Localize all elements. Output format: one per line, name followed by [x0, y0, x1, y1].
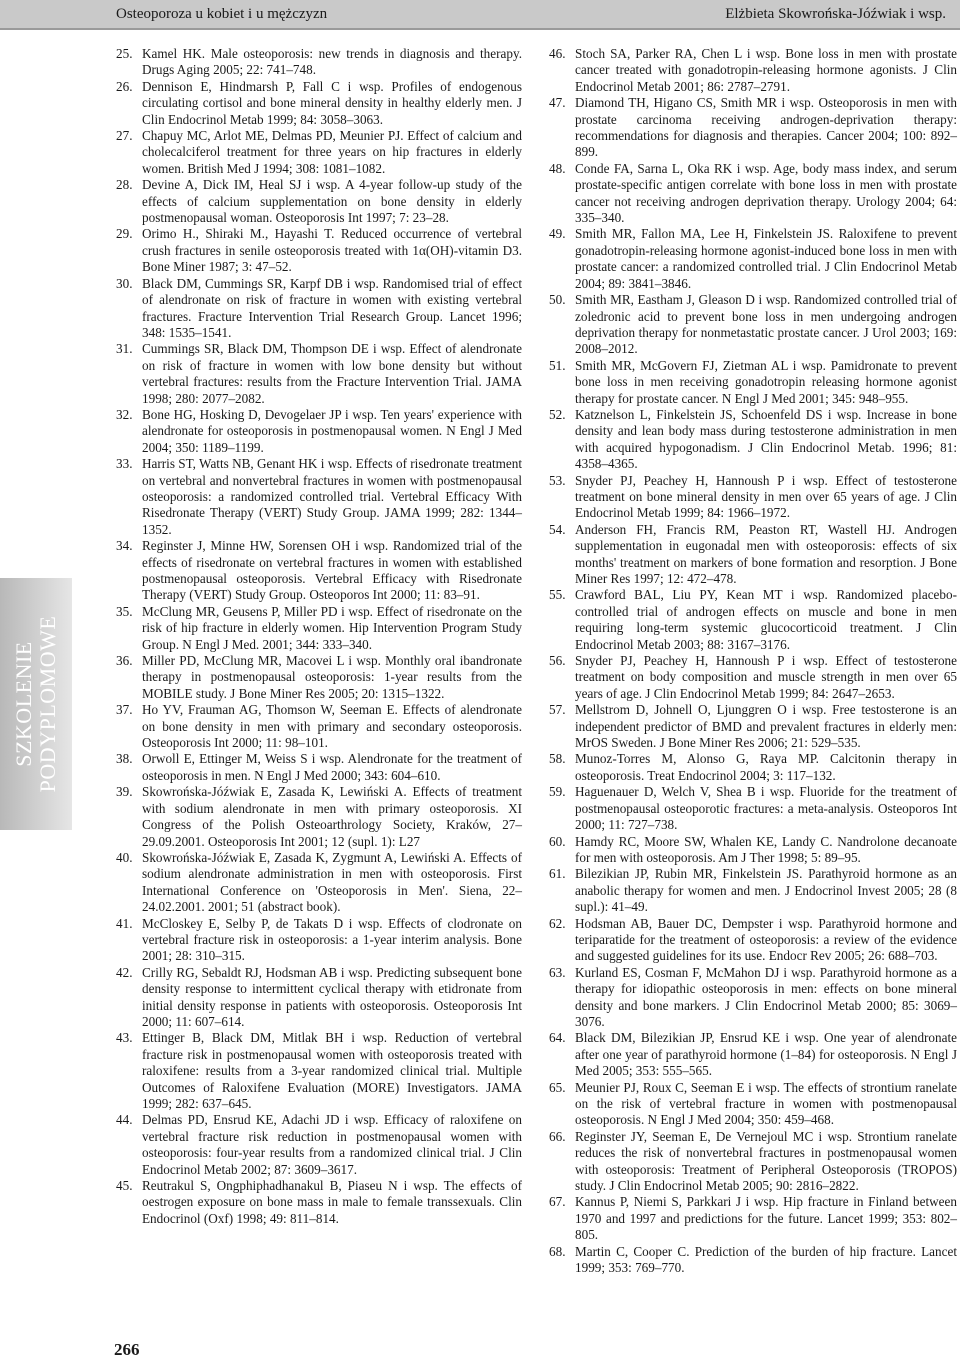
reference-item [116, 1112, 522, 1178]
reference-number: 33. [116, 456, 133, 472]
reference-number: 68. [549, 1243, 566, 1259]
reference-item [549, 292, 957, 358]
reference-number: 28. [116, 177, 133, 193]
reference-item [549, 1194, 957, 1243]
section-side-tab-label [12, 616, 60, 793]
reference-text: Haguenauer D, Welch V, Shea B i wsp. Fluoride for the treatment of postmenopausal osteoporotic fractures: a meta-analysis. Osteoporos Int 2000; 11: 727–738. [575, 784, 957, 833]
reference-text: Kamel HK. Male osteoporosis: new trends in diagnosis and therapy. Drugs Aging 2005; 22: 741–748. [142, 46, 522, 78]
reference-item [116, 850, 522, 916]
reference-text: Harris ST, Watts NB, Genant HK i wsp. Effects of risedronate treatment on vertebral and nonvertebral fractures in women with postmenopausal osteoporosis: a randomized controlled trial. Vertebral Efficacy With Risedronate Therapy (VERT) Study Group. JAMA 1999; 282: 1344–1352. [142, 456, 522, 537]
reference-number: 25. [116, 46, 133, 61]
reference-text: Miller PD, McClung MR, Macovei L i wsp. Monthly oral ibandronate therapy in postmenopausal osteoporosis: 1-year results from the MOBILE study. J Bone Miner Res 2005; 20: 1315–1322. [142, 653, 522, 701]
reference-item [116, 456, 522, 538]
reference-number: 58. [549, 751, 566, 767]
reference-number: 35. [116, 603, 133, 619]
reference-text: Katznelson L, Finkelstein JS, Schoenfeld DS i wsp. Increase in bone density and lean body mass during testosterone administration in men with acquired hypogonadism. J Clin Endocrinol Metab. 1996; 81: 4358–4365. [575, 406, 957, 472]
reference-item [549, 834, 957, 867]
reference-text: Hodsman AB, Bauer DC, Dempster i wsp. Parathyroid hormone and teriparatide for the treatment of osteoporosis: a review of the evidence and suggested guidelines for its use. Endocr Rev 2005; 26: 688–703. [575, 915, 957, 964]
reference-number: 65. [549, 1079, 566, 1095]
reference-text: Reutrakul S, Ongphiphadhanakul B, Piaseu N i wsp. The effects of oestrogen exposure on bone mass in male to female transsexuals. Clin Endocrinol (Oxf) 1998; 49: 811–814. [142, 1178, 522, 1226]
reference-text: Munoz-Torres M, Alonso G, Raya MP. Calcitonin therapy in osteoporosis. Treat Endocrinol 2004; 3: 117–132. [575, 751, 957, 783]
reference-item [549, 965, 957, 1031]
reference-number: 54. [549, 521, 566, 537]
reference-number: 60. [549, 833, 566, 849]
reference-item [116, 226, 522, 275]
reference-text: Kurland ES, Cosman F, McMahon DJ i wsp. Parathyroid hormone as a therapy for idiopathic osteoporosis in men: effects on bone mineral density and bone markers. J Clin Endocrinol Metab 2000; 85: 3069–3076. [575, 964, 957, 1029]
reference-item [549, 784, 957, 833]
reference-item [116, 1030, 522, 1112]
reference-text: Devine A, Dick IM, Heal SJ i wsp. A 4-year follow-up study of the effects of calcium supplementation on bone density in elderly postmenopausal woman. Osteoporosis Int 1997; 7: 23–28. [142, 177, 522, 226]
reference-text: McClung MR, Geusens P, Miller PD i wsp. Effect of risedronate on the risk of hip fracture in elderly women. Hip Intervention Program Study Group. N Engl J Med. 2001; 344: 333–340. [142, 603, 522, 652]
reference-number: 32. [116, 406, 133, 422]
reference-text: Black DM, Bilezikian JP, Ensrud KE i wsp. One year of alendronate after one year of parathyroid hormone (1–84) for osteoporosis. N Engl J Med 2005; 353: 555–565. [575, 1030, 957, 1079]
reference-text: Smith MR, Eastham J, Gleason D i wsp. Randomized controlled trial of zoledronic acid to prevent bone loss in men undergoing androgen deprivation therapy for nonmetastatic prostate cancer. J Urol 2003; 169: 2008–2012. [575, 292, 957, 357]
reference-item [549, 46, 957, 95]
reference-number: 55. [549, 587, 566, 603]
reference-text: Smith MR, Fallon MA, Lee H, Finkelstein JS. Raloxifene to prevent gonadotropin-releasing hormone agonist-induced bone loss in men with prostate cancer: a randomized controlled trial. J Clin Endocrinol Metab 2004; 89: 3841–3846. [575, 226, 957, 291]
reference-item [116, 128, 522, 177]
reference-number: 44. [116, 1112, 133, 1128]
reference-number: 56. [549, 653, 566, 669]
reference-text: Conde FA, Sarna L, Oka RK i wsp. Age, body mass index, and serum prostate-specific antigen correlate with bone loss in men with prostate cancer not receiving androgen deprivation therapy. Urology 2004; 64: 335–340. [575, 160, 957, 226]
reference-text: Stoch SA, Parker RA, Chen L i wsp. Bone loss in men with prostate cancer treated with gonadotropin-releasing hormone agonists. J Clin Endocrinol Metab 2001; 86: 2787–2791. [575, 46, 957, 94]
reference-item [116, 46, 522, 79]
reference-item [549, 226, 957, 292]
reference-text: Kannus P, Niemi S, Parkkari J i wsp. Hip fracture in Finland between 1970 and 1997 and predictions for the future. Lancet 1999; 353: 802–805. [575, 1194, 957, 1243]
reference-number: 43. [116, 1030, 133, 1046]
reference-text: Delmas PD, Ensrud KE, Adachi JD i wsp. Efficacy of raloxifene on vertebral fracture risk reduction in postmenopausal women with osteoporosis: four-year results from a randomized clinical trial. J Clin Endocrinol Metab 2002; 87: 3609–3617. [142, 1112, 522, 1177]
reference-number: 37. [116, 702, 133, 718]
reference-number: 29. [116, 226, 133, 242]
reference-item [549, 866, 957, 915]
reference-number: 50. [549, 292, 566, 308]
reference-number: 27. [116, 128, 133, 144]
reference-number: 47. [549, 95, 566, 111]
reference-item [549, 161, 957, 227]
reference-number: 45. [116, 1178, 133, 1194]
header-authors: Elżbieta Skowrońska-Jóźwiak i wsp. [725, 5, 946, 22]
reference-number: 39. [116, 784, 133, 800]
reference-item [116, 604, 522, 653]
reference-item [549, 1030, 957, 1079]
reference-number: 31. [116, 341, 133, 357]
reference-number: 57. [549, 702, 566, 718]
reference-item [116, 751, 522, 784]
reference-item [116, 177, 522, 226]
reference-number: 48. [549, 160, 566, 176]
reference-item [549, 407, 957, 473]
reference-number: 30. [116, 275, 133, 291]
reference-text: Bone HG, Hosking D, Devogelaer JP i wsp. Ten years' experience with alendronate for osteoporosis in postmenopausal women. N Engl J Med 2004; 350: 1189–1199. [142, 406, 522, 455]
reference-item [549, 473, 957, 522]
reference-number: 67. [549, 1194, 566, 1210]
reference-text: Ho YV, Frauman AG, Thomson W, Seeman E. Effects of alendronate on bone density in men with primary and secondary osteoporosis. Osteoporosis Int 2000; 11: 98–101. [142, 702, 522, 751]
reference-item [549, 1080, 957, 1129]
reference-number: 53. [549, 472, 566, 488]
reference-number: 36. [116, 653, 133, 669]
reference-item [116, 276, 522, 342]
reference-number: 38. [116, 751, 133, 767]
reference-number: 41. [116, 915, 133, 931]
reference-number: 34. [116, 538, 133, 554]
reference-item [116, 407, 522, 456]
side-tab-line-1: SZKOLENIE [11, 641, 36, 767]
reference-item [549, 1129, 957, 1195]
header-journal-title: Osteoporoza u kobiet i u mężczyzn [116, 5, 328, 22]
page-number: 266 [114, 1340, 140, 1359]
reference-number: 26. [116, 78, 133, 94]
reference-text: Meunier PJ, Roux C, Seeman E i wsp. The effects of strontium ranelate on the risk of vertebral fracture in women with postmenopausal osteoporosis. N Engl J Med 2004; 350: 459–468. [575, 1079, 957, 1128]
reference-text: Hamdy RC, Moore SW, Whalen KE, Landy C. Nandrolone decanoate for men with osteoporosis. Am J Ther 1998; 5: 89–95. [575, 833, 957, 865]
reference-text: Skowrońska-Jóźwiak E, Zasada K, Zygmunt A, Lewiński A. Effects of sodium alendronate administration in men with osteoporosis. First International Conference on 'Osteoporosis in Men'. Siena, 22–24.02.2001. 2001; 51 (abstract book). [142, 849, 522, 915]
reference-text: Reginster JY, Seeman E, De Vernejoul MC i wsp. Strontium ranelate reduces the risk of nonvertebral fractures in postmenopausal women with osteoporosis: Treatment of Peripheral Osteoporosis (TROPOS) study. J Clin Endocrinol Metab 2005; 90: 2816–2822. [575, 1128, 957, 1194]
reference-list-left [116, 46, 522, 1227]
reference-text: Crawford BAL, Liu PY, Kean MT i wsp. Randomized placebo-controlled trial of androgen effects on muscle and bone in men requiring long-term systemic glucocorticoid treatment. J Clin Endocrinol Metab 2003; 88: 3167–3176. [575, 587, 957, 652]
reference-item [549, 653, 957, 702]
reference-text: Dennison E, Hindmarsh P, Fall C i wsp. Profiles of endogenous circulating cortisol and bone mineral density in healthy elderly men. J Clin Endocrinol Metab 1999; 84: 3058–3063. [142, 78, 522, 127]
reference-text: Diamond TH, Higano CS, Smith MR i wsp. Osteoporosis in men with prostate carcinoma receiving androgen-deprivation therapy: recommendations for diagnosis and therapies. Cancer 2004; 100: 892–899. [575, 95, 957, 160]
reference-item [549, 522, 957, 588]
reference-item [116, 341, 522, 407]
reference-text: Snyder PJ, Peachey H, Hannoush P i wsp. Effect of testosterone treatment on body composition and muscle strength in men over 65 years of age. J Clin Endocrinol Metab 1999; 84: 2647–2653. [575, 653, 957, 701]
reference-item [116, 965, 522, 1031]
reference-list-right [549, 46, 957, 1276]
reference-text: Black DM, Cummings SR, Karpf DB i wsp. Randomised trial of effect of alendronate on risk of fracture in women with existing vertebral fractures. Fracture Intervention Trial Research Group. Lancet 1996; 348: 1535–1541. [142, 275, 522, 340]
reference-item [549, 587, 957, 653]
reference-number: 59. [549, 784, 566, 800]
reference-number: 64. [549, 1030, 566, 1046]
reference-item [116, 702, 522, 751]
reference-item [116, 79, 522, 128]
reference-item [116, 1178, 522, 1227]
reference-text: Mellstrom D, Johnell O, Ljunggren O i wsp. Free testosterone is an independent predictor of BMD and prevalent fractures in elderly men: MrOS Sweden. J Bone Miner Res 2006; 21: 529–535. [575, 702, 957, 751]
running-header [0, 0, 960, 30]
reference-text: Reginster J, Minne HW, Sorensen OH i wsp. Randomized trial of the effects of risedronate on vertebral fractures in women with established postmenopausal osteoporosis. Vertebral Efficacy with Risedronate Therapy (VERT) Study Group. Osteoporos Int 2000; 11: 83–91. [142, 538, 522, 603]
reference-text: McCloskey E, Selby P, de Takats D i wsp. Effects of clodronate on vertebral fracture risk in osteoporosis: a 1-year interim analysis. Bone 2001; 28: 310–315. [142, 915, 522, 964]
reference-number: 51. [549, 357, 566, 373]
reference-number: 46. [549, 46, 566, 61]
reference-number: 40. [116, 849, 133, 865]
reference-item [549, 751, 957, 784]
reference-item [116, 538, 522, 604]
reference-text: Ettinger B, Black DM, Mitlak BH i wsp. Reduction of vertebral fracture risk in postmenopausal women with osteoporosis treated with raloxifene: results from a 3-year randomized clinical trial. Multiple Outcomes of Raloxifene Evaluation (MORE) Investigators. JAMA 1999; 282: 637–645. [142, 1030, 522, 1111]
reference-item [116, 653, 522, 702]
reference-text: Skowrońska-Jóźwiak E, Zasada K, Lewiński A. Effects of treatment with sodium alendronate in men with primary osteoporosis. XI Congress of the Polish Osteoarthrology Society, Kraków, 27–29.09.2001. Osteoporosis Int 2001; 12 (supl. 1): L27 [142, 784, 522, 849]
reference-item [549, 1244, 957, 1277]
reference-text: Anderson FH, Francis RM, Peaston RT, Wastell HJ. Androgen supplementation in eugonadal men with osteoporosis: effects of six months' treatment on markers of bone formation and resorption. J Bone Miner Res 1997; 12: 472–478. [575, 521, 957, 586]
reference-item [549, 916, 957, 965]
reference-number: 52. [549, 406, 566, 422]
reference-item [116, 916, 522, 965]
reference-number: 66. [549, 1128, 566, 1144]
reference-number: 63. [549, 964, 566, 980]
reference-number: 61. [549, 866, 566, 882]
reference-item [549, 358, 957, 407]
reference-text: Crilly RG, Sebaldt RJ, Hodsman AB i wsp. Predicting subsequent bone density response to intermittent cyclical therapy with etidronate from initial density response in patients with osteoporosis. Osteoporosis Int 2000; 11: 607–614. [142, 964, 522, 1029]
reference-text: Bilezikian JP, Rubin MR, Finkelstein JS. Parathyroid hormone as an anabolic therapy for women and men. J Endocrinol Invest 2005; 28 (8 supl.): 41–49. [575, 866, 957, 915]
reference-number: 49. [549, 226, 566, 242]
reference-text: Snyder PJ, Peachey H, Hannoush P i wsp. Effect of testosterone treatment on bone mineral density in men over 65 years of age. J Clin Endocrinol Metab 1999; 84: 1966–1972. [575, 472, 957, 521]
reference-item [116, 784, 522, 850]
reference-item [549, 702, 957, 751]
reference-item [549, 95, 957, 161]
reference-text: Smith MR, McGovern FJ, Zietman AL i wsp. Pamidronate to prevent bone loss in men receiving gonadotropin releasing hormone agonist therapy for prostate cancer. N Engl J Med 2001; 345: 948–955. [575, 357, 957, 406]
reference-text: Chapuy MC, Arlot ME, Delmas PD, Meunier PJ. Effect of calcium and cholecalciferol treatment for three years on hip fractures in elderly women. British Med J 1994; 308: 1081–1082. [142, 128, 522, 176]
reference-number: 62. [549, 915, 566, 931]
reference-number: 42. [116, 964, 133, 980]
reference-text: Cummings SR, Black DM, Thompson DE i wsp. Effect of alendronate on risk of fracture in women with low bone density but without vertebral fractures: results from the Fracture Intervention Trial. JAMA 1998; 280: 2077–2082. [142, 341, 522, 406]
reference-text: Orimo H., Shiraki M., Hayashi T. Reduced occurrence of vertebral crush fractures in senile osteoporosis treated with 1α(OH)-vitamin D3. Bone Miner 1987; 3: 47–52. [142, 226, 522, 275]
reference-text: Orwoll E, Ettinger M, Weiss S i wsp. Alendronate for the treatment of osteoporosis in men. N Engl J Med 2000; 343: 604–610. [142, 751, 522, 783]
section-side-tab [0, 578, 72, 830]
side-tab-line-2: PODYPLOMOWE [35, 615, 60, 793]
reference-text: Martin C, Cooper C. Prediction of the burden of hip fracture. Lancet 1999; 353: 769–770. [575, 1243, 957, 1276]
